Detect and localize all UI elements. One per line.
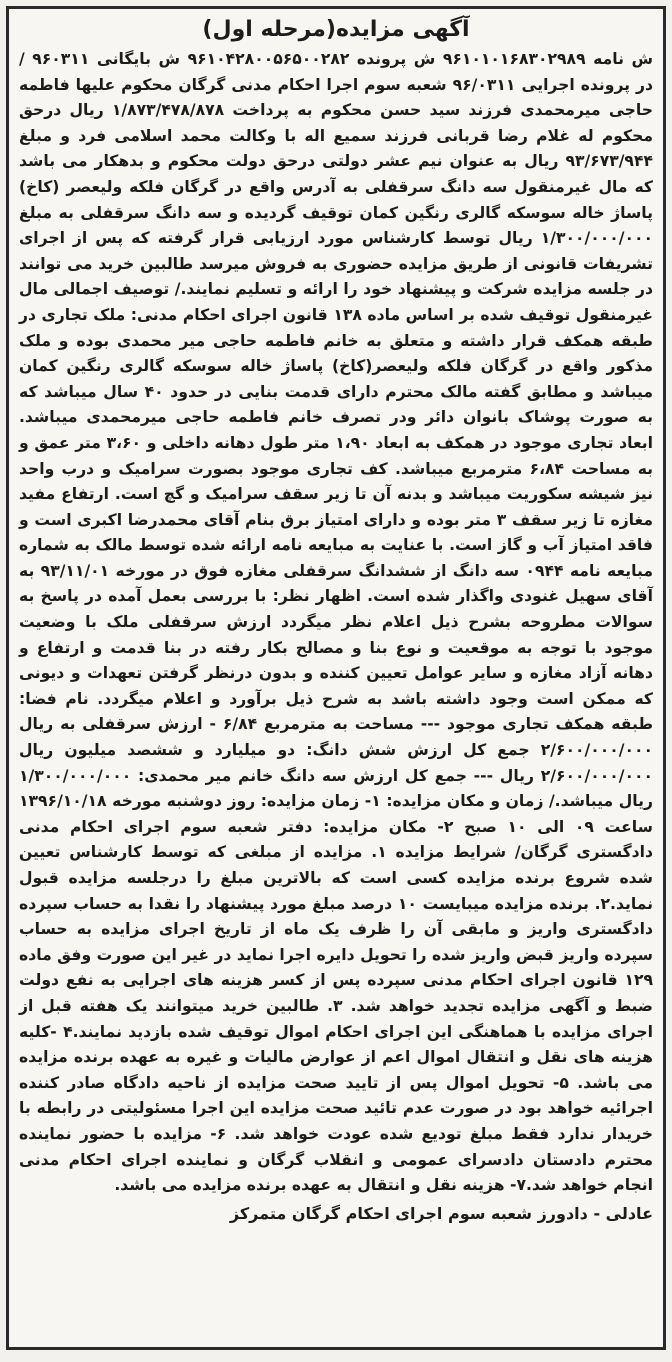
notice-title: آگهی مزایده(مرحله اول) bbox=[202, 17, 470, 42]
notice-signature: عادلی - دادورز شعبه سوم اجرای احکام گرگان متمرکز bbox=[229, 1203, 653, 1223]
notice-paragraph: ش نامه ۹۶۱۰۱۰۱۶۸۳۰۲۹۸۹ ش پرونده ۹۶۱۰۴۲۸۰۰۵۶۵۰۰۲۸۲ ش بایگانی ۹۶۰۳۱۱ / در پرونده اجرایی ۹۶/۰۳۱۱ شعبه سوم اجرا احکام مدنی گرگان محکوم علیها فاطمه حاجی میرمحمدی فرزند سید حسن محکوم به پرداخت ۱/۸۷۳/۴۷۸/۸۷۸ ریال درحق محکوم له غلام رضا قربانی فرزند سمیع اله با وکالت محمد اسلامی فرد و مبلغ ۹۳/۶۷۳/۹۴۴ ریال به عنوان نیم عشر دولتی درحق دولت محکوم و بدهکار می باشد که مال غیرمنقول سه دانگ سرقفلی به آدرس واقع در گرگان فلکه ولیعصر (کاخ) پاساژ خاله سوسکه گالری رنگین کمان توقیف گردیده و سه دانگ سرقفلی به مبلغ ۱/۳۰۰/۰۰۰/۰۰۰ ریال توسط کارشناس مورد ارزیابی قرار گرفته که پس از اجرای تشریفات قانونی از طریق مزایده حضوری به فروش میرسد طالبین خرید می توانند در جلسه مزایده شرکت و پیشنهاد خود را ارائه و تسلیم نمایند./ توصیف اجمالی مال غیرمنقول توقیف شده بر اساس ماده ۱۳۸ قانون اجرای احکام مدنی: ملک تجاری در طبقه همکف قرار داشته و متعلق به خانم فاطمه حاجی میر محمدی بوده و ملک مذکور واقع در گرگان فلکه ولیعصر(کاخ) پاساژ خاله سوسکه گالری رنگین کمان میباشد و مطابق گفته مالک محترم دارای قدمت بنایی در حدود ۴۰ سال میباشد که به صورت پوشاک بانوان دائر ودر تصرف خانم فاطمه حاجی میرمحمدی میباشد. ابعاد تجاری موجود در همکف به ابعاد ۱،۹۰ متر طول دهانه داخلی و ۳،۶۰ متر عمق و به مساحت ۶،۸۴ مترمربع میباشد. کف تجاری موجود بصورت سرامیک و درب واحد نیز شیشه سکوریت میباشد و بدنه آن تا زیر سقف سرامیک و گچ است. ارتفاع مفید مغازه تا زیر سقف ۳ متر بوده و دارای امتیاز برق بنام آقای محمدرضا اکبری است و فاقد امتیاز آب و گاز است. با عنایت به مبایعه نامه ارائه شده توسط مالک به شماره مبایعه نامه ۰۹۴۴ سه دانگ از ششدانگ سرقفلی مغازه فوق در مورخه ۹۳/۱۱/۰۱ به آقای سهیل غنودی واگذار شده است. اظهار نظر: با بررسی بعمل آمده در پاسخ به سوالات مطروحه بشرح ذیل اعلام نظر میگردد ارزش سرقفلی ملک با وضعیت موجود با توجه به موقعیت و نوع بنا و مصالح بکار رفته در بنا قدمت و ارتفاع و دهانه آزاد مغازه و سایر عوامل تعیین کننده و بدون درنظر گرفتن تعهدات و دیونی که ممکن است وجود داشته باشد به شرح ذیل برآورد و اعلام میگردد. نام فضا: طبقه همکف تجاری موجود --- مساحت به مترمربع ۶/۸۴ - ارزش سرقفلی به ریال ۲/۶۰۰/۰۰۰/۰۰۰ جمع کل ارزش شش دانگ: دو میلیارد و ششصد میلیون ریال ۲/۶۰۰/۰۰۰/۰۰۰ ریال --- جمع کل ارزش سه دانگ خانم میر محمدی: ۱/۳۰۰/۰۰۰/۰۰۰ ریال میباشد./ زمان و مکان مزایده: ۱- زمان مزایده: روز دوشنبه مورخه ۱۳۹۶/۱۰/۱۸ ساعت ۰۹ الی ۱۰ صبح ۲- مکان مزایده: دفتر شعبه سوم اجرای احکام مدنی دادگستری گرگان/ شرایط مزایده ۱. مزایده از مبلغی که توسط کارشناس تعیین شده شروع برنده مزایده کسی است که بالاترین مبلغ را درجلسه مزایده قبول نماید.۲. برنده مزایده میبایست ۱۰ درصد مبلغ مورد پیشنهاد را نقدا به حساب سپرده دادگستری واریز و مابقی آن را ظرف یک ماه از تاریخ اجرای مزایده به حساب سپرده واریز قبض واریز شده را تحویل دایره اجرا نماید در غیر این صورت وفق ماده ۱۲۹ قانون اجرای احکام مدنی سپرده پس از کسر هزینه های اجرایی به نفع دولت ضبط و آگهی مزایده تجدید خواهد شد. ۳. طالبین خرید میتوانند یک هفته قبل از اجرای مزایده با هماهنگی این اجرای احکام اموال توقیف شده بازدید نمایند.۴ -کلیه هزینه های نقل و انتقال اموال اعم از عوارض مالیات و غیره به عهده برنده مزایده می باشد. ۵- تحویل اموال پس از تایید صحت مزایده از ناحیه دادگاه صادر کننده اجرائیه خواهد بود در صورت عدم تائید صحت مزایده این اجرا مسئولیتی در رابطه با خریدار ندارد فقط مبلغ تودیع شده عودت خواهد شد. ۶- مزایده با حضور نماینده محترم دادستان دادسرای عمومی و انقلاب گرگان و نماینده اجرای احکام مدنی انجام خواهد شد.۷- هزینه نقل و انتقال به عهده برنده مزایده می باشد. bbox=[19, 50, 654, 1195]
notice-body bbox=[9, 47, 663, 1199]
auction-notice-clipping bbox=[6, 6, 666, 1350]
